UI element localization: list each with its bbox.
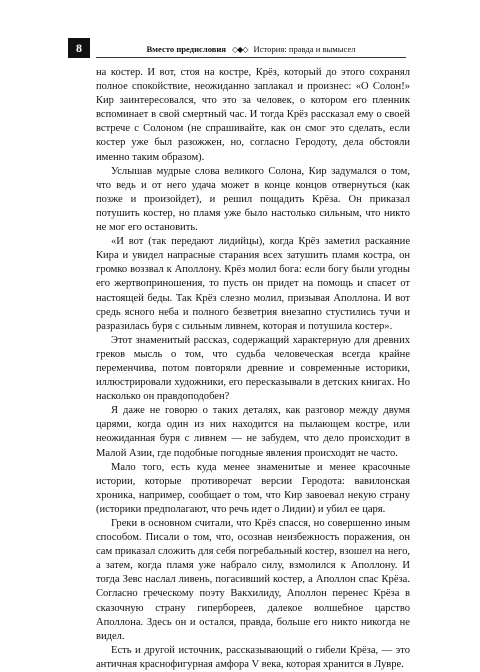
ornament-icon: ◇◆◇ xyxy=(232,44,248,54)
page-number: 8 xyxy=(68,38,90,58)
body-text xyxy=(96,66,410,672)
chapter-title: История: правда и вымысел xyxy=(253,44,356,54)
paragraph: Услышав мудрые слова великого Солона, Кир задумался о том, что ведь и от него удача может в конце концов отвернуться (как позже и произойдет), и решил пощадить Крёза. Он приказал потушить костер, но пламя уже было настолько сильным, что никто не мог его остановить. xyxy=(96,165,410,234)
paragraph: Греки в основном считали, что Крёз спасся, но совершенно иным способом. Писали о том, что, осознав неизбежность поражения, он сам приказал сложить для себя погребальный костер, взошел на него, а затем, когда пламя уже набрало силу, взмолился к Аполлону. И тогда Зевс наслал ливень, погасивший костер, а Аполлон спас Крёза. Согласно греческому поэту Вакхилиду, Аполлон перенес Крёза в сказочную страну гипербореев, далекое волшебное царство Аполлона. Здесь он и остался, правда, больше его никто никогда не видел. xyxy=(96,518,410,642)
section-title: Вместо предисловия xyxy=(146,44,227,54)
paragraph: Мало того, есть куда менее знаменитые и менее красочные истории, которые противоречат версии Геродота: вавилонская хроника, например, сообщает о том, что Кир завоевал некую страну (историки предполагают, что речь идет о Лидии) и убил ее царя. xyxy=(96,461,410,515)
paragraph: Есть и другой источник, рассказывающий о гибели Крёза, — это античная краснофигурная амфора V века, которая хранится в Лувре. xyxy=(96,644,410,670)
paragraph: Я даже не говорю о таких деталях, как разговор между двумя царями, когда один из них находится на пылающем костре, или неожиданная буря с ливнем — не забудем, что дело происходит в Малой Азии, где подобные погодные явления происходят не часто. xyxy=(96,405,410,459)
running-head xyxy=(96,41,406,57)
paragraph: на костер. И вот, стоя на костре, Крёз, который до этого сохранял полное спокойствие, неожиданно заплакал и произнес: «О Солон!» Кир заинтересовался, что это за человек, о котором его пленник вспоминает в свой смертный час. И тогда Крёз рассказал ему о своей встрече с Солоном (не спрашивайте, как он смог это сделать, если костер уже был разожжен, но, согласно Геродоту, дела обстояли именно таким образом). xyxy=(96,67,410,163)
paragraph: Этот знаменитый рассказ, содержащий характерную для древних греков мысль о том, что судьба человеческая всегда крайне переменчива, потом повторяли древние и современные историки, иллюстрировали художники, его пересказывали в детских книгах. Но насколько он правдоподобен? xyxy=(96,334,410,403)
header-divider xyxy=(96,57,406,58)
paragraph: «И вот (так передают лидийцы), когда Крёз заметил раскаяние Кира и увидел напрасные старания всех затушить пламя костра, он громко воззвал к Аполлону. Крёз молил бога: если богу были угодны его жертвоприношения, то пусть он придет на помощь и спасет от настоящей беды. Так Крёз слезно молил, призывая Аполлона. И вот средь ясного неба и полного безветрия внезапно стустились тучи и разразилась буря с сильным ливнем, которая и потушила костер». xyxy=(96,236,410,332)
